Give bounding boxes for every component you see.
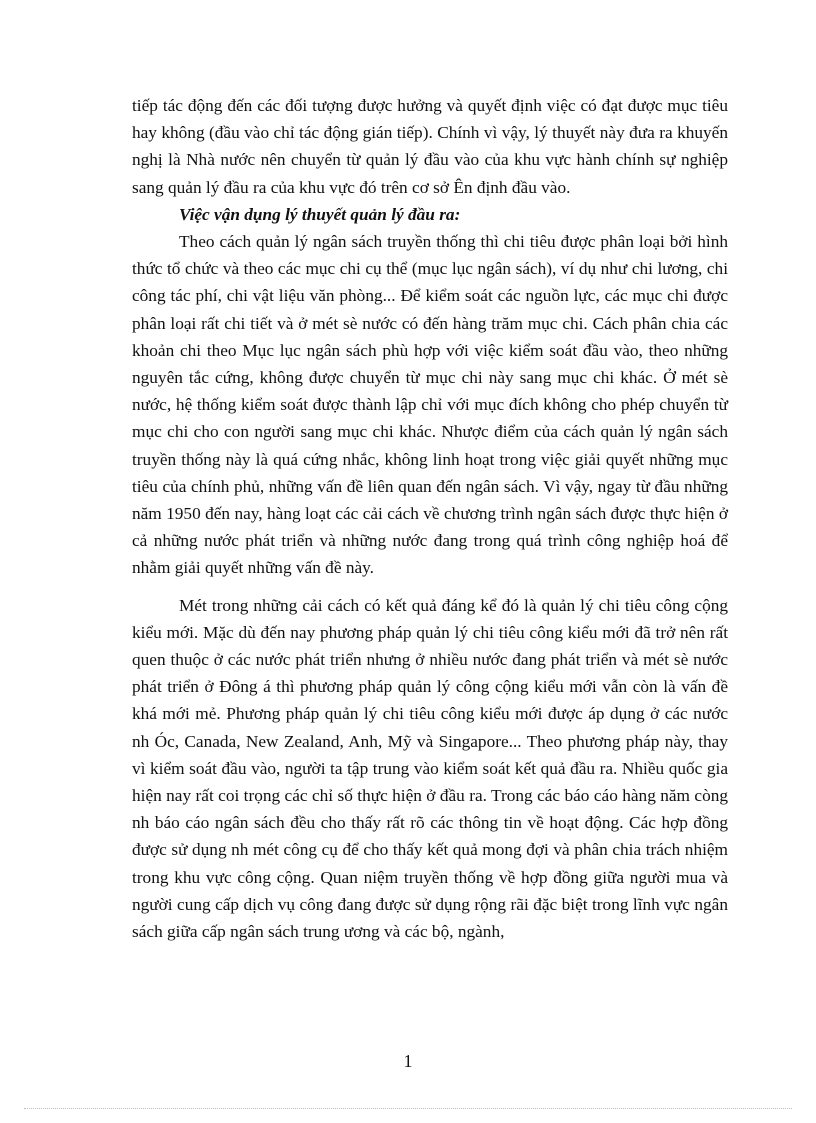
paragraph-traditional-budget: Theo cách quản lý ngân sách truyền thống thì chi tiêu được phân loại bởi hình thức tổ chức và theo các mục chi cụ thể (mục lục ngân sách), ví dụ như chi lương, chi công tác phí, chi vật liệu văn phòng... Để kiểm soát các nguồn lực, các mục chi được phân loại rất chi tiết và ở mét sè nước có đến hàng trăm mục chi. Cách phân chia các khoản chi theo Mục lục ngân sách phù hợp với việc kiểm soát đầu vào, theo những nguyên tắc cứng, không được chuyển từ mục chi này sang mục chi khác. Ở mét sè nước, hệ thống kiểm soát được thành lập chỉ với mục đích không cho phép chuyển từ mục chi cho con người sang mục chi khác. Nhược điểm của cách quản lý ngân sách truyền thống này là quá cứng nhắc, không linh hoạt trong việc giải quyết những mục tiêu của chính phủ, những vấn đề liên quan đến ngân sách. Vì vậy, ngay từ đầu những năm 1950 đến nay, hàng loạt các cải cách về chương trình ngân sách được thực hiện ở cả những nước phát triển và những nước đang trong quá trình công nghiệp hoá để nhằm giải quyết những vấn đề này.: [132, 232, 728, 578]
page-bottom-divider: [24, 1108, 792, 1109]
page-number: 1: [403, 1051, 413, 1071]
paragraph-continued: tiếp tác động đến các đối tượng được hưởng và quyết định việc có đạt được mục tiêu hay không (đầu vào chỉ tác động gián tiếp). Chính vì vậy, lý thuyết này đưa ra khuyến nghị là Nhà nước nên chuyển từ quản lý đầu vào của khu vực hành chính sự nghiệp sang quản lý đầu ra của khu vực đó trên cơ sở Ên định đầu vào.: [132, 96, 728, 197]
section-heading: Việc vận dụng lý thuyết quản lý đầu ra:: [179, 204, 461, 224]
paragraph-new-public-spending: Mét trong những cải cách có kết quả đáng kể đó là quản lý chi tiêu công cộng kiểu mới. Mặc dù đến nay phương pháp quản lý chi tiêu công kiểu mới đã trở nên rất quen thuộc ở các nước phát triển nhưng ở nhiều nước đang phát triển và mét sè nước phát triển ở Đông á thì phương pháp quản lý công cộng kiểu mới vẫn còn là vấn đề khá mới mẻ. Phương pháp quản lý chi tiêu công kiểu mới được áp dụng ở các nước nh Óc, Canada, New Zealand, Anh, Mỹ và Singapore... Theo phương pháp này, thay vì kiểm soát đầu vào, người ta tập trung vào kiểm soát kết quả đầu ra. Nhiều quốc gia hiện nay rất coi trọng các chỉ số thực hiện ở đầu ra. Trong các báo cáo hàng năm còng nh báo cáo ngân sách đều cho thấy rất rõ các thông tin về hoạt động. Các hợp đồng được sử dụng nh mét công cụ để cho thấy kết quả mong đợi và phân chia trách nhiệm trong khu vực công cộng. Quan niệm truyền thống về hợp đồng giữa người mua và người cung cấp dịch vụ công đang được sử dụng rộng rãi đặc biệt trong lĩnh vực ngân sách giữa cấp ngân sách trung ương và các bộ, ngành,: [132, 595, 728, 942]
body-text: [132, 92, 728, 945]
